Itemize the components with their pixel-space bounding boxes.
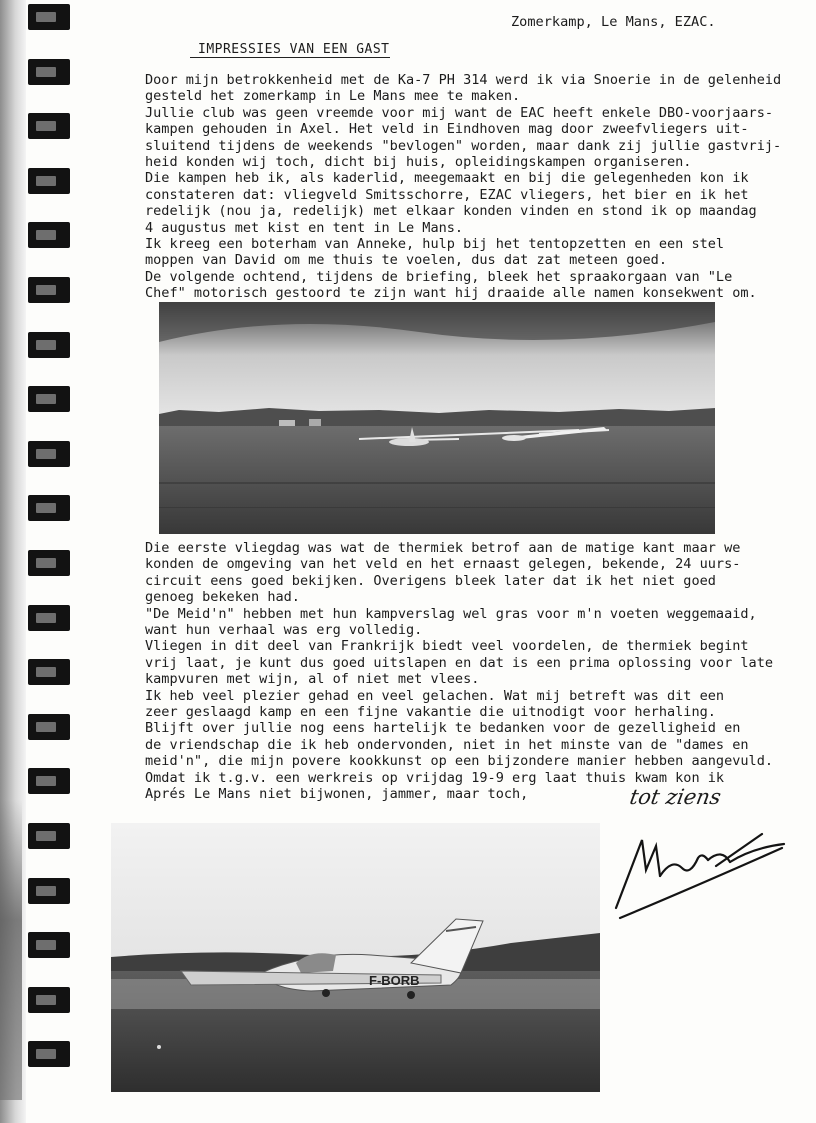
binding-ring xyxy=(28,823,70,849)
binding-ring xyxy=(28,878,70,904)
text-line: de vriendschap die ik heb ondervonden, niet in het minste van de "dames en xyxy=(145,736,749,753)
text-line: gesteld het zomerkamp in Le Mans mee te maken. xyxy=(145,88,521,105)
text-line: sluitend tijdens de weekends "bevlogen" worden, maar dank zij jullie gastvrij- xyxy=(145,137,782,154)
text-line: circuit eens goed bekijken. Overigens bleek later dat ik het niet goed xyxy=(145,572,716,589)
header-location: Zomerkamp, Le Mans, EZAC. xyxy=(511,14,716,30)
text-line: Aprés Le Mans niet bijwonen, jammer, maar toch, xyxy=(145,786,529,803)
text-line: moppen van David om me thuis te voelen, dus dat zat meteen goed. xyxy=(145,252,667,269)
binding-ring xyxy=(28,332,70,358)
binding-ring xyxy=(28,714,70,740)
binding-ring xyxy=(28,659,70,685)
binding-ring xyxy=(28,987,70,1013)
paragraph-main xyxy=(145,540,773,803)
aircraft-registration: F-BORB xyxy=(369,973,420,988)
binding-ring xyxy=(28,768,70,794)
binding-ring xyxy=(28,4,70,30)
binding-ring xyxy=(28,932,70,958)
binding-ring xyxy=(28,59,70,85)
text-line: Die kampen heb ik, als kaderlid, meegemaakt en bij die gelegenheden kon ik xyxy=(145,170,749,187)
text-line: Blijft over jullie nog eens hartelijk te bedanken voor de gezelligheid en xyxy=(145,720,741,737)
title-underline xyxy=(190,57,390,58)
text-line: Ik kreeg een boterham van Anneke, hulp bij het tentopzetten en een stel xyxy=(145,236,725,253)
text-line: Vliegen in dit deel van Frankrijk biedt veel voordelen, de thermiek begint xyxy=(145,638,749,655)
text-line: kampvuren met wijn, al of niet met vlees. xyxy=(145,671,480,688)
text-line: heid konden wij toch, dicht bij huis, opleidingskampen organiseren. xyxy=(145,154,692,171)
text-line: "De Meid'n" hebben met hun kampverslag wel gras voor m'n voeten weggemaaid, xyxy=(145,605,757,622)
binding-ring xyxy=(28,550,70,576)
photo-airfield-gliders xyxy=(159,302,715,534)
article-title: IMPRESSIES VAN EEN GAST xyxy=(198,42,390,57)
binding-ring xyxy=(28,386,70,412)
text-line: redelijk (nou ja, redelijk) met elkaar konden vinden en stond ik op maandag xyxy=(145,203,757,220)
text-line: meid'n", die mijn povere kookkunst op een bijzondere manier hebben aangevuld. xyxy=(145,753,774,770)
handwritten-signoff: tot ziens xyxy=(627,785,723,809)
text-line: Ik heb veel plezier gehad en veel gelachen. Wat mij betreft was dit een xyxy=(145,687,725,704)
text-line: vrij laat, je kunt dus goed uitslapen en dat is een prima oplossing voor late xyxy=(145,654,774,671)
text-line: zeer geslaagd kamp en een fijne vakantie die uitnodigt voor herhaling. xyxy=(145,704,716,721)
text-line: Jullie club was geen vreemde voor mij want de EAC heeft enkele DBO-voorjaars- xyxy=(145,104,774,121)
binding-ring xyxy=(28,441,70,467)
text-line: De volgende ochtend, tijdens de briefing, bleek het spraakorgaan van "Le xyxy=(145,268,733,285)
handwritten-signature xyxy=(612,828,792,923)
binding-ring xyxy=(28,222,70,248)
text-line: kampen gehouden in Axel. Het veld in Eindhoven mag door zweefvliegers uit- xyxy=(145,121,749,138)
binding-ring xyxy=(28,113,70,139)
binding-ring xyxy=(28,495,70,521)
binding-ring xyxy=(28,605,70,631)
binding-ring xyxy=(28,168,70,194)
text-line: Chef" motorisch gestoord te zijn want hij draaide alle namen konsekwent om. xyxy=(145,285,757,302)
paragraph-intro xyxy=(145,72,781,302)
text-line: Omdat ik t.g.v. een werkreis op vrijdag 19-9 erg laat thuis kwam kon ik xyxy=(145,769,725,786)
photo-aircraft-on-field xyxy=(111,823,600,1092)
text-line: 4 augustus met kist en tent in Le Mans. xyxy=(145,219,464,236)
text-line: konden de omgeving van het veld en het ernaast gelegen, bekende, 24 uurs- xyxy=(145,556,741,573)
text-line: Die eerste vliegdag was wat de thermiek betrof aan de matige kant maar we xyxy=(145,540,741,556)
text-line: constateren dat: vliegveld Smitsschorre, EZAC vliegers, het bier en ik het xyxy=(145,186,749,203)
text-line: want hun verhaal was erg volledig. xyxy=(145,622,423,639)
binding-ring xyxy=(28,277,70,303)
spiral-binding xyxy=(28,0,72,1123)
text-line: Door mijn betrokkenheid met de Ka-7 PH 314 werd ik via Snoerie in de gelenheid xyxy=(145,72,782,88)
page-edge-dark xyxy=(0,800,22,1100)
text-line: genoeg bekeken had. xyxy=(145,589,300,606)
binding-ring xyxy=(28,1041,70,1067)
